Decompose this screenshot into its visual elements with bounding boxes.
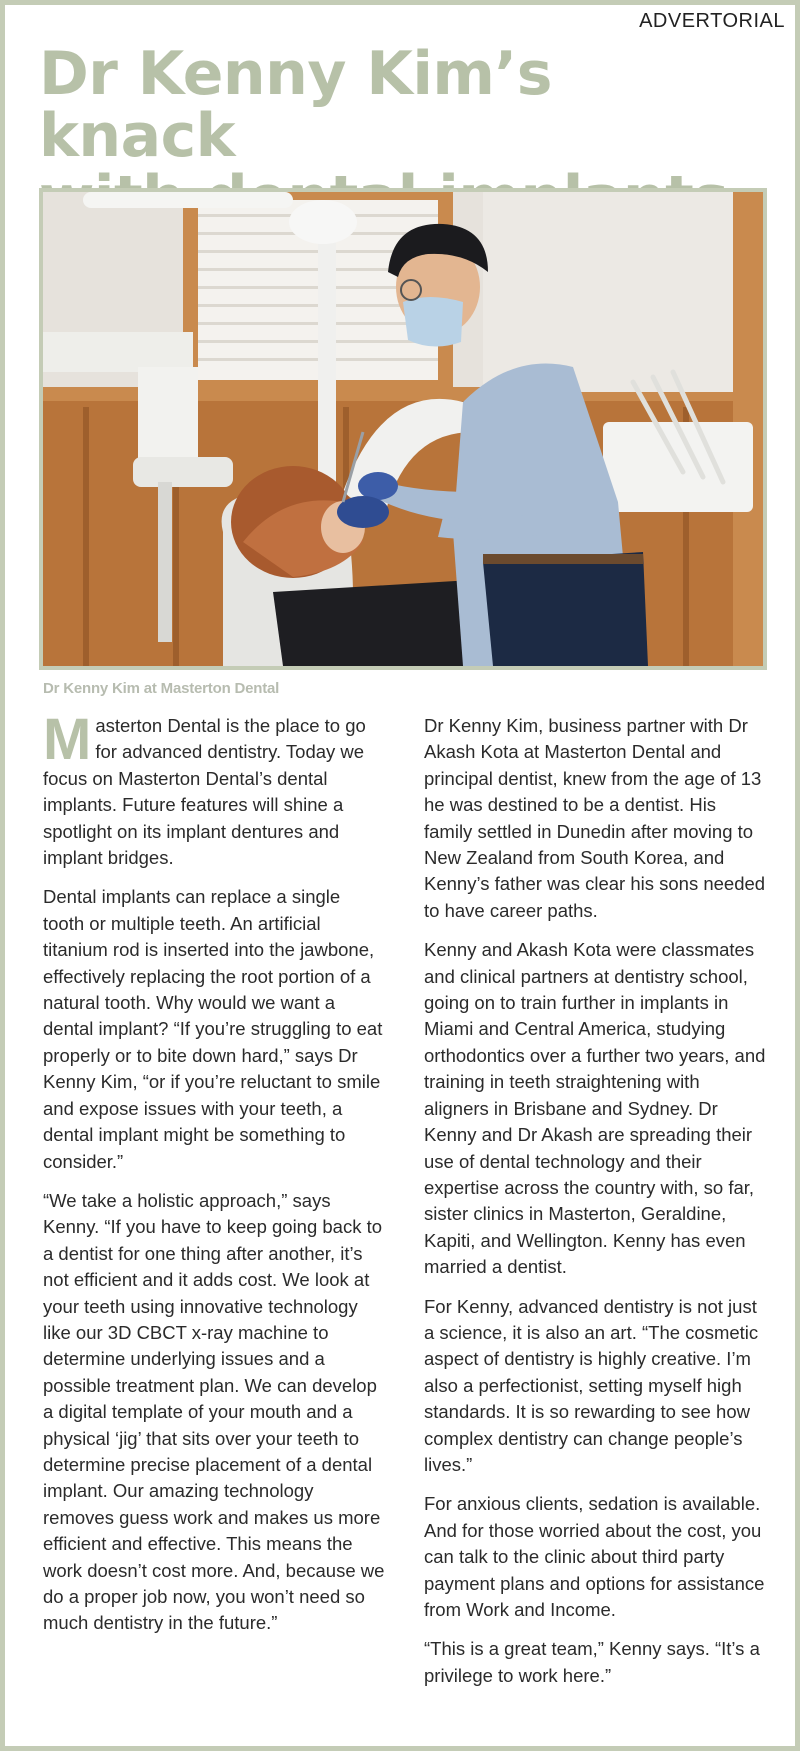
advertorial-label: ADVERTORIAL [639, 10, 785, 32]
paragraph-implants: Dental implants can replace a single tooth or multiple teeth. An artificial titanium rod is inserted into the jawbone, effectively replacing the root portion of a natural tooth. Why would we want a dental implant? “If you’re struggling to eat properly or to bite down hard,” says Dr Kenny Kim, “or if you’re reluctant to smile and expose issues with your teeth, a dental implant might be something to consider.” [43, 886, 383, 1172]
paragraph-anxious-clients: For anxious clients, sedation is available. And for those worried about the cost, you can talk to the clinic about third party payment plans and options for assistance from Work and Income. [424, 1493, 765, 1620]
article-column-right [424, 713, 766, 1702]
article-photo [39, 188, 767, 670]
article-column-left [43, 707, 385, 1650]
photo-caption: Dr Kenny Kim at Masterton Dental [43, 680, 280, 697]
dentist-photo-illustration [43, 192, 763, 666]
paragraph-intro [43, 707, 385, 871]
paragraph-closing-quote: “This is a great team,” Kenny says. “It’s a privilege to work here.” [424, 1638, 760, 1686]
paragraph-holistic-approach: “We take a holistic approach,” says Kenny. “If you have to keep going back to a dentist for one thing after another, it’s not efficient and it adds cost. We look at your teeth using innovative technology like our 3D CBCT x-ray machine to determine underlying issues and a possible treatment plan. We can develop a digital template of your mouth and a physical ‘jig’ that sits over your teeth to determine precise placement of a dental implant. Our amazing technology removes guess work and makes us more efficient and effective. This means the work doesn’t cost more. And, because we do a proper job now, you won’t need so much dentistry in the future.” [43, 1189, 385, 1634]
paragraph-intro-text: asterton Dental is the place to go for advanced dentistry. Today we focus on Masterton Dental’s dental implants. Future features will shine a spotlight on its implant dentures and implant bridges. [43, 715, 366, 869]
drop-cap: M [43, 707, 92, 772]
paragraph-training: Kenny and Akash Kota were classmates and clinical partners at dentistry school, going on to train further in implants in Miami and Central America, studying orthodontics over a further two years, and training in teeth straightening with aligners in Brisbane and Sydney. Dr Kenny and Dr Akash are spreading their use of dental technology and their expertise across the country with, so far, sister clinics in Masterton, Geraldine, Kapiti, and Wellington. Kenny has even married a dentist. [424, 939, 766, 1278]
headline-line-1: Dr Kenny Kim’s knack [39, 39, 552, 171]
paragraph-art-of-dentistry: For Kenny, advanced dentistry is not just a science, it is also an art. “The cosmetic aspect of dentistry is highly creative. I’m also a perfectionist, setting myself high standards. It is so rewarding to see how complex dentistry can change people’s lives.” [424, 1295, 759, 1475]
paragraph-background: Dr Kenny Kim, business partner with Dr Akash Kota at Masterton Dental and principal dentist, knew from the age of 13 he was destined to be a dentist. His family settled in Dunedin after moving to New Zealand from South Korea, and Kenny’s father was clear his sons needed to have career paths. [424, 715, 766, 921]
